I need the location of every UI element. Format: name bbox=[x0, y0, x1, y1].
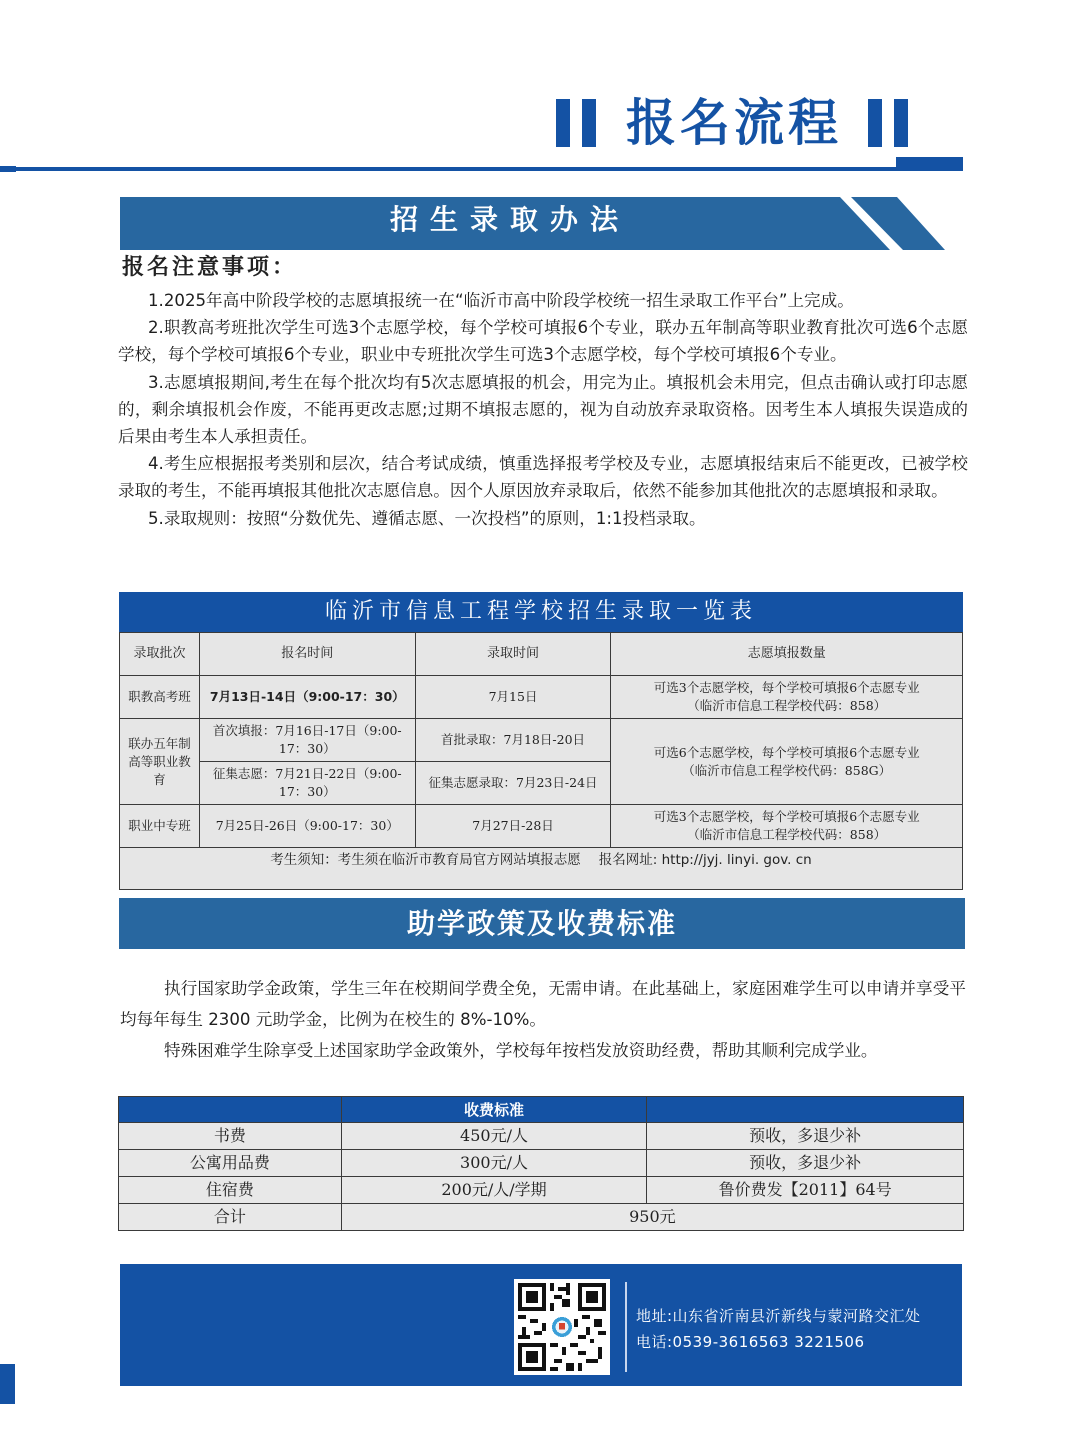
registration-url[interactable]: 报名网址: http://jyj. linyi. gov. cn bbox=[598, 852, 812, 868]
fee-table bbox=[118, 1096, 964, 1231]
fee-total-label: 合计 bbox=[119, 1204, 342, 1231]
fee-row bbox=[119, 1123, 964, 1150]
batch-cell: 职教高考班 bbox=[120, 676, 200, 719]
page-edge-tab bbox=[0, 1364, 15, 1404]
section-banner-financial-aid: 助学政策及收费标准 bbox=[119, 898, 965, 949]
batch-cell: 联办五年制高等职业教育 bbox=[120, 719, 200, 805]
quota-line: 可选3个志愿学校，每个学校可填报6个志愿专业 bbox=[653, 680, 920, 695]
signup-cell: 首次填报：7月16日-17日（9:00-17：30） bbox=[199, 719, 415, 762]
qr-code-icon[interactable] bbox=[514, 1279, 610, 1375]
table-note-row bbox=[120, 848, 963, 890]
quota-line: 可选3个志愿学校，每个学校可填报6个志愿专业 bbox=[653, 809, 920, 824]
title-underline-tab bbox=[896, 157, 963, 171]
fee-amount: 300元/人 bbox=[341, 1150, 647, 1177]
notice-item: 5.录取规则：按照“分数优先、遵循志愿、一次投档”的原则，1:1投档录取。 bbox=[148, 508, 706, 528]
fee-header-row bbox=[119, 1097, 964, 1123]
admission-table bbox=[119, 632, 963, 890]
admit-cell: 首批录取：7月18日-20日 bbox=[415, 719, 611, 762]
table-row bbox=[120, 805, 963, 848]
phone-text: 电话:0539-3616563 3221506 bbox=[636, 1333, 865, 1351]
fee-item: 住宿费 bbox=[119, 1177, 342, 1204]
header-cell: 录取时间 bbox=[415, 633, 611, 676]
admit-cell: 7月15日 bbox=[415, 676, 611, 719]
footer-divider bbox=[625, 1282, 627, 1372]
title-underline bbox=[0, 167, 962, 171]
header-cell: 报名时间 bbox=[199, 633, 415, 676]
address-text: 地址:山东省沂南县沂新线与蒙河路交汇处 bbox=[636, 1307, 921, 1325]
page-title-block bbox=[556, 92, 908, 154]
admission-table-title: 临沂市信息工程学校招生录取一览表 bbox=[119, 592, 963, 632]
fee-row bbox=[119, 1150, 964, 1177]
double-bar-left-icon bbox=[556, 99, 596, 147]
notice-heading: 报名注意事项： bbox=[122, 255, 298, 280]
school-code: （临沂市信息工程学校代码：858） bbox=[687, 698, 887, 713]
quota-cell bbox=[611, 805, 963, 848]
signup-cell: 7月25日-26日（9:00-17：30） bbox=[199, 805, 415, 848]
contact-info bbox=[636, 1303, 921, 1355]
admit-cell: 征集志愿录取：7月23日-24日 bbox=[415, 762, 611, 805]
table-header-row bbox=[120, 633, 963, 676]
aid-paragraph: 执行国家助学金政策，学生三年在校期间学费全免，无需申请。在此基础上，家庭困难学生可以申请并享受平均每年每生 2300 元助学金，比例为在校生的 8%-10%。 bbox=[120, 979, 966, 1029]
applicant-notice: 考生须知：考生须在临沂市教育局官方网站填报志愿 bbox=[270, 852, 581, 868]
fee-remark: 鲁价费发【2011】64号 bbox=[647, 1177, 964, 1204]
table-row bbox=[120, 676, 963, 719]
section-banner-admission bbox=[120, 197, 946, 250]
table-row bbox=[120, 719, 963, 762]
header-cell: 志愿填报数量 bbox=[611, 633, 963, 676]
admission-table-block bbox=[119, 592, 963, 890]
school-code: （临沂市信息工程学校代码：858G） bbox=[682, 762, 892, 778]
note-cell bbox=[120, 848, 963, 890]
notice-item: 1.2025年高中阶段学校的志愿填报统一在“临沂市高中阶段学校统一招生录取工作平台”上完成。 bbox=[148, 291, 854, 310]
fee-row bbox=[119, 1177, 964, 1204]
fee-amount: 450元/人 bbox=[341, 1123, 647, 1150]
fee-item: 书费 bbox=[119, 1123, 342, 1150]
notice-item: 4.考生应根据报考类别和层次，结合考试成绩，慎重选择报考学校及专业，志愿填报结束后不能更改，已被学校录取的考生，不能再填报其他批次志愿信息。因个人原因放弃录取后，依然不能参加其他批次的志愿填报和录取。 bbox=[118, 454, 968, 501]
fee-remark: 预收，多退少补 bbox=[647, 1123, 964, 1150]
section-title-admission: 招生录取办法 bbox=[389, 203, 630, 236]
signup-cell: 征集志愿：7月21日-22日（9:00-17：30） bbox=[199, 762, 415, 805]
fee-total-row bbox=[119, 1204, 964, 1231]
double-bar-right-icon bbox=[868, 99, 908, 147]
notice-item: 2.职教高考班批次学生可选3个志愿学校，每个学校可填报6个专业，联办五年制高等职业教育批次可选6个志愿学校，每个学校可填报6个专业，职业中专班批次学生可选3个志愿学校，每个学校可填报6个专业。 bbox=[118, 318, 968, 365]
school-code: （临沂市信息工程学校代码：858） bbox=[687, 827, 887, 842]
fee-amount: 200元/人/学期 bbox=[341, 1177, 647, 1204]
fee-remark: 预收，多退少补 bbox=[647, 1150, 964, 1177]
quota-cell bbox=[611, 719, 963, 805]
financial-aid-text bbox=[120, 973, 966, 1066]
aid-paragraph: 特殊困难学生除享受上述国家助学金政策外，学校每年按档发放资助经费，帮助其顺利完成学业。 bbox=[164, 1041, 878, 1060]
fee-header: 收费标准 bbox=[341, 1097, 647, 1123]
admit-cell: 7月27日-28日 bbox=[415, 805, 611, 848]
quota-cell bbox=[611, 676, 963, 719]
header-cell: 录取批次 bbox=[120, 633, 200, 676]
notice-list bbox=[118, 287, 968, 532]
batch-cell: 职业中专班 bbox=[120, 805, 200, 848]
quota-line: 可选6个志愿学校，每个学校可填报6个志愿专业 bbox=[653, 744, 920, 760]
contact-footer bbox=[120, 1264, 962, 1386]
fee-total-value: 950元 bbox=[341, 1204, 963, 1231]
page-title: 报名流程 bbox=[626, 94, 842, 152]
notice-item: 3.志愿填报期间,考生在每个批次均有5次志愿填报的机会，用完为止。填报机会未用完，但点击确认或打印志愿的，剩余填报机会作废，不能再更改志愿;过期不填报志愿的，视为自动放弃录取资格。因考生本人填报失误造成的后果由考生本人承担责任。 bbox=[118, 372, 968, 447]
fee-item: 公寓用品费 bbox=[119, 1150, 342, 1177]
signup-cell: 7月13日-14日（9:00-17：30） bbox=[199, 676, 415, 719]
